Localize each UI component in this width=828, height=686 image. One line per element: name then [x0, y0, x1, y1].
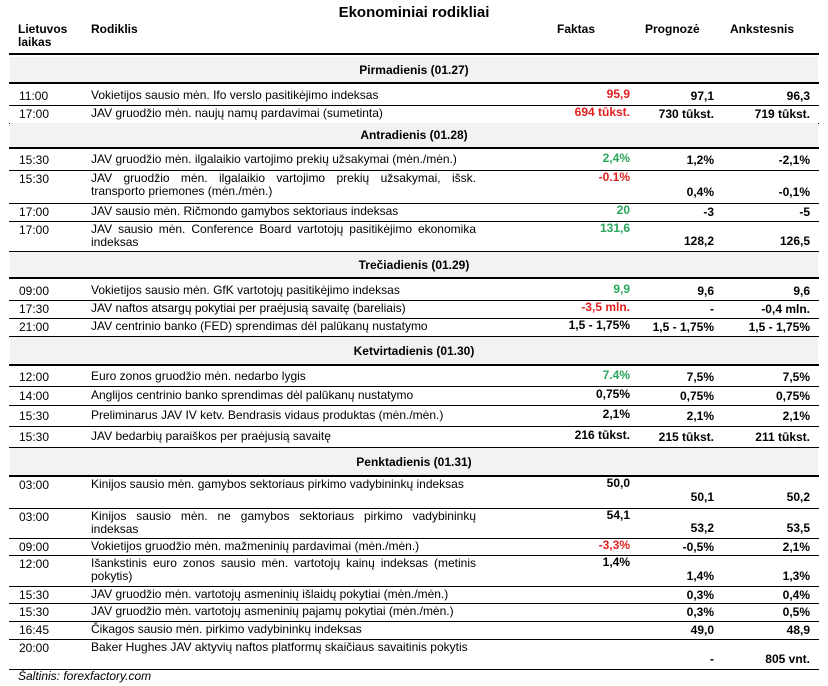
actual-value: 50,0: [606, 476, 630, 490]
day-header: Pirmadienis (01.27): [10, 57, 818, 83]
indicator-cell: JAV gruodžio mėn. naujų namų pardavimai (sumetinta): [91, 106, 383, 120]
time-cell: 15:30: [19, 605, 50, 619]
indicator-cell: JAV centrinio banko (FED) sprendimas dėl palūkanų nustatymo: [91, 319, 428, 333]
forecast-value: -: [710, 302, 714, 316]
actual-value: 95,9: [606, 87, 630, 101]
indicator-cell: JAV gruodžio mėn. vartotojų asmeninių pajamų pokytiai (mėn./mėn.): [91, 604, 454, 618]
indicator-cell: Anglijos centrinio banko sprendimas dėl palūkanų nustatymo: [91, 388, 414, 402]
time-cell: 20:00: [19, 641, 50, 655]
row-divider: [9, 147, 819, 149]
table-row: [10, 405, 818, 426]
time-cell: 15:30: [19, 153, 50, 167]
actual-value: 1,4%: [602, 555, 630, 569]
table-row: [10, 603, 818, 621]
time-cell: 15:30: [19, 430, 50, 444]
indicator-cell: JAV naftos atsargų pokytiai per praėjusią savaitę (bareliais): [91, 301, 406, 315]
indicator-cell: Čikagos sausio mėn. pirkimo vadybininkų indeksas: [91, 622, 362, 636]
forecast-value: 730 tūkst.: [658, 107, 714, 121]
time-cell: 12:00: [19, 557, 50, 571]
table-row: [10, 318, 818, 336]
indicator-cell: JAV sausio mėn. Conference Board vartotojų pasitikėjimo ekonomika indeksas: [91, 222, 476, 249]
column-header-actual: Faktas: [557, 22, 596, 36]
indicator-cell: JAV gruodžio mėn. ilgalaikio vartojimo prekių užsakymai, išsk. transporto priemones (mėn./mėn.): [91, 171, 476, 198]
forecast-value: 97,1: [690, 89, 714, 103]
table-row: [10, 150, 818, 170]
table-row: [10, 281, 818, 300]
table-row: [10, 426, 818, 447]
forecast-value: 0,4%: [686, 185, 714, 199]
table-row: [10, 621, 818, 639]
time-cell: 17:30: [19, 302, 50, 316]
forecast-value: 49,0: [690, 623, 714, 637]
row-divider: [9, 82, 819, 84]
page-title: Ekonominiai rodikliai: [338, 4, 490, 21]
forecast-value: 0,3%: [686, 588, 714, 602]
forecast-value: -3: [703, 205, 714, 219]
forecast-value: -: [710, 652, 714, 666]
table-row: [10, 300, 818, 318]
indicator-cell: Vokietijos gruodžio mėn. mažmeninių pardavimai (mėn./mėn.): [91, 539, 420, 553]
forecast-value: 215 tūkst.: [658, 430, 714, 444]
time-cell: 03:00: [19, 478, 50, 492]
indicator-cell: JAV bedarbių paraiškos per praėjusią savaitę: [91, 429, 331, 443]
actual-value: 9,9: [613, 282, 630, 296]
previous-value: 50,2: [786, 490, 810, 504]
forecast-value: 7,5%: [686, 370, 714, 384]
forecast-value: 50,1: [690, 490, 714, 504]
actual-value: 20: [616, 203, 630, 217]
table-row: [10, 386, 818, 405]
previous-value: 1,3%: [782, 569, 810, 583]
actual-value: 54,1: [606, 508, 630, 522]
day-header: Ketvirtadienis (01.30): [10, 337, 818, 365]
indicator-cell: Kinijos sausio mėn. gamybos sektoriaus pirkimo vadybininkų indeksas: [91, 477, 464, 491]
previous-value: 0,75%: [775, 389, 810, 403]
previous-value: 53,5: [786, 521, 810, 535]
actual-value: -3,5 mln.: [581, 300, 630, 314]
previous-value: 2,1%: [782, 540, 810, 554]
time-cell: 17:00: [19, 205, 50, 219]
time-cell: 15:30: [19, 588, 50, 602]
table-row: [10, 639, 818, 669]
indicator-cell: Vokietijos sausio mėn. GfK vartotojų pasitikėjimo indeksas: [91, 283, 400, 297]
actual-value: 131,6: [599, 221, 630, 235]
column-header-time: Lietuvos laikas: [18, 22, 68, 49]
day-header: Penktadienis (01.31): [10, 448, 818, 476]
row-divider: [9, 277, 819, 279]
table-row: [10, 367, 818, 386]
time-cell: 09:00: [19, 284, 50, 298]
previous-value: 2,1%: [782, 409, 810, 423]
actual-value: 2,1%: [602, 407, 630, 421]
forecast-value: 1,2%: [686, 153, 714, 167]
table-row: [10, 586, 818, 603]
row-divider: [9, 364, 819, 366]
forecast-value: 2,1%: [686, 409, 714, 423]
previous-value: 7,5%: [782, 370, 810, 384]
forecast-value: 0,3%: [686, 605, 714, 619]
forecast-value: 9,6: [697, 284, 714, 298]
indicator-cell: JAV gruodžio mėn. ilgalaikio vartojimo prekių užsakymai (mėn./mėn.): [91, 152, 457, 166]
time-cell: 17:00: [19, 223, 50, 237]
indicator-cell: JAV gruodžio mėn. vartotojų asmeninių išlaidų pokytiai (mėn./mėn.): [91, 587, 449, 601]
time-cell: 12:00: [19, 370, 50, 384]
time-cell: 14:00: [19, 389, 50, 403]
previous-value: 211 tūkst.: [755, 430, 810, 444]
previous-value: 805 vnt.: [765, 652, 810, 666]
time-cell: 03:00: [19, 510, 50, 524]
indicator-cell: Kinijos sausio mėn. ne gamybos sektoriaus pirkimo vadybininkų indeksas: [91, 509, 476, 536]
time-cell: 15:30: [19, 172, 50, 186]
column-header-indicator: Rodiklis: [91, 22, 138, 36]
table-row: [10, 87, 818, 105]
previous-value: -5: [799, 205, 810, 219]
forecast-value: 128,2: [683, 234, 714, 248]
table-row: [10, 476, 818, 508]
table-row: [10, 508, 818, 538]
column-header-previous: Ankstesnis: [730, 22, 795, 36]
table-row: [10, 170, 818, 203]
row-divider: [9, 53, 819, 55]
previous-value: 0,4%: [782, 588, 810, 602]
time-cell: 21:00: [19, 320, 50, 334]
time-cell: 09:00: [19, 540, 50, 554]
previous-value: 9,6: [793, 284, 810, 298]
indicator-cell: Vokietijos sausio mėn. Ifo verslo pasitikėjimo indeksas: [91, 88, 379, 102]
table-row: [10, 538, 818, 555]
previous-value: 48,9: [786, 623, 810, 637]
time-cell: 17:00: [19, 107, 50, 121]
actual-value: 216 tūkst.: [574, 428, 630, 442]
previous-value: 1,5 - 1,75%: [748, 320, 810, 334]
indicator-cell: Preliminarus JAV IV ketv. Bendrasis vidaus produktas (mėn./mėn.): [91, 408, 444, 422]
previous-value: 126,5: [779, 234, 810, 248]
previous-value: -0,1%: [778, 185, 810, 199]
table-row: [10, 221, 818, 251]
forecast-value: 1,4%: [686, 569, 714, 583]
actual-value: 7.4%: [602, 368, 630, 382]
previous-value: -0,4 mln.: [761, 302, 810, 316]
time-cell: 15:30: [19, 409, 50, 423]
table-row: [10, 105, 818, 123]
previous-value: 0,5%: [782, 605, 810, 619]
actual-value: 2,4%: [602, 151, 630, 165]
day-header: Antradienis (01.28): [10, 123, 818, 148]
indicator-cell: Baker Hughes JAV aktyvių naftos platformų skaičiaus savaitinis pokytis: [91, 640, 468, 654]
indicator-cell: Išankstinis euro zonos sausio mėn. vartotojų kainų indeksas (metinis pokytis): [91, 556, 476, 583]
actual-value: -0.1%: [598, 170, 630, 184]
previous-value: 96,3: [786, 89, 810, 103]
indicator-cell: JAV sausio mėn. Ričmondo gamybos sektoriaus indeksas: [91, 204, 399, 218]
table-row: [10, 203, 818, 221]
forecast-value: 53,2: [690, 521, 714, 535]
forecast-value: 0,75%: [679, 389, 714, 403]
table-row: [10, 555, 818, 586]
day-header: Trečiadienis (01.29): [10, 252, 818, 278]
time-cell: 11:00: [19, 89, 49, 103]
actual-value: 694 tūkst.: [574, 105, 630, 119]
source-note: Šaltinis: forexfactory.com: [18, 669, 152, 683]
actual-value: 0,75%: [595, 387, 630, 401]
previous-value: -2,1%: [778, 153, 810, 167]
indicator-cell: Euro zonos gruodžio mėn. nedarbo lygis: [91, 369, 306, 383]
previous-value: 719 tūkst.: [754, 107, 810, 121]
forecast-value: -0,5%: [682, 540, 714, 554]
actual-value: 1,5 - 1,75%: [568, 318, 630, 332]
column-header-forecast: Prognozė: [645, 22, 700, 36]
forecast-value: 1,5 - 1,75%: [652, 320, 714, 334]
actual-value: -3,3%: [598, 538, 630, 552]
time-cell: 16:45: [19, 623, 50, 637]
